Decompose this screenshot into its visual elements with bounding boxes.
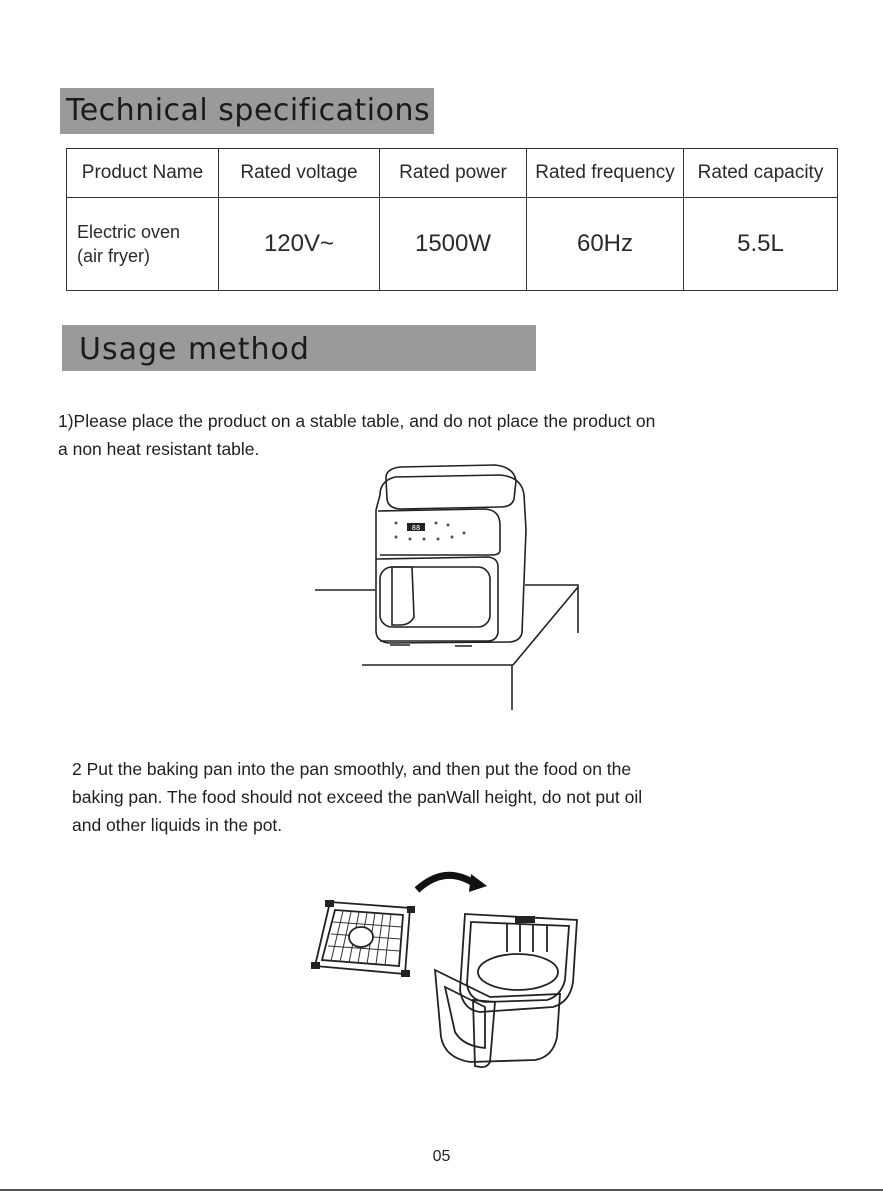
- air-fryer-on-table-illustration: [300, 455, 600, 715]
- display-readout: 88: [411, 524, 421, 532]
- product-name-line2: (air fryer): [77, 246, 150, 266]
- product-name-line1: Electric oven: [77, 222, 181, 242]
- step-1-line-2: a non heat resistant table.: [58, 439, 260, 459]
- bottom-divider: [0, 1189, 883, 1191]
- cell-rated-voltage: 120V~: [219, 198, 380, 291]
- cell-rated-power: 1500W: [380, 198, 527, 291]
- curved-arrow-icon: [469, 874, 487, 892]
- technical-specifications-heading: Technical specifications: [60, 88, 434, 134]
- cell-product-name: [67, 198, 219, 291]
- step-1-line-1: 1)Please place the product on a stable table, and do not place the product on: [58, 411, 656, 431]
- step-2-line-3: and other liquids in the pot.: [72, 815, 283, 835]
- spec-value-row: [67, 198, 838, 291]
- usage-method-heading: Usage method: [62, 325, 536, 371]
- step-2-line-1: 2 Put the baking pan into the pan smoothly, and then put the food on the: [72, 759, 632, 779]
- spec-table: [66, 148, 838, 291]
- header-rated-voltage: Rated voltage: [219, 149, 380, 198]
- header-product-name: Product Name: [67, 149, 219, 198]
- spec-header-row: [67, 149, 838, 198]
- page-number: 05: [432, 1148, 451, 1165]
- cell-rated-frequency: 60Hz: [527, 198, 684, 291]
- cell-rated-capacity: 5.5L: [684, 198, 838, 291]
- header-rated-power: Rated power: [380, 149, 527, 198]
- header-rated-frequency: Rated frequency: [527, 149, 684, 198]
- step-2-text: [72, 755, 862, 839]
- baking-pan-into-basket-illustration: [295, 862, 595, 1072]
- step-2-line-2: baking pan. The food should not exceed the panWall height, do not put oil: [72, 787, 643, 807]
- header-rated-capacity: Rated capacity: [684, 149, 838, 198]
